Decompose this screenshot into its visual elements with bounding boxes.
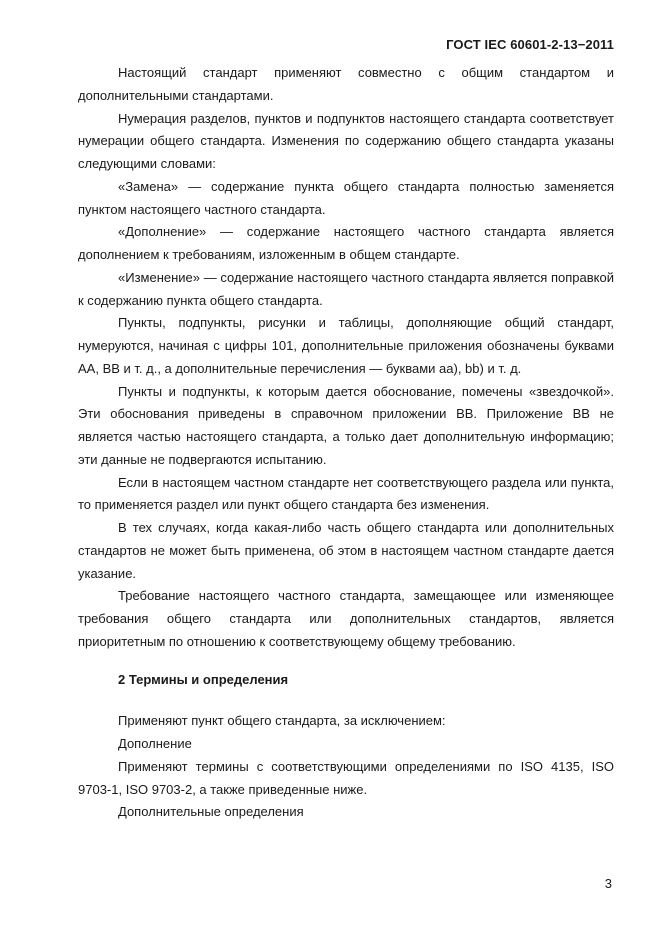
- paragraph-replacement: «Замена» — содержание пункта общего стандарта полностью заменяется пунктом настоящего частного стандарта.: [78, 178, 614, 217]
- paragraph-rationale: Пункты и подпункты, к которым дается обоснование, помечены «звездочкой». Эти обоснования приведены в справочном приложении ВВ. Приложение ВВ не является частью настоящего стандарта, а только дает дополнительную информацию; эти данные не подвергаются испытанию.: [78, 383, 614, 467]
- paragraph-terms-addition: Дополнение: [118, 736, 192, 751]
- paragraph-missing-section: Если в настоящем частном стандарте нет соответствующего раздела или пункта, то применяется раздел или пункт общего стандарта без изменения.: [78, 474, 614, 513]
- paragraph-not-applicable: В тех случаях, когда какая-либо часть общего стандарта или дополнительных стандартов не может быть применена, об этом в настоящем частном стандарте дается указание.: [78, 520, 614, 581]
- paragraph-numbering: Нумерация разделов, пунктов и подпунктов настоящего стандарта соответствует нумерации общего стандарта. Изменения по содержанию общего стандарта указаны следующими словами:: [78, 110, 614, 171]
- paragraph-terms-additional: Дополнительные определения: [118, 804, 304, 820]
- page-body: [78, 62, 614, 824]
- page-number: 3: [604, 876, 612, 891]
- paragraph-terms-intro: Применяют пункт общего стандарта, за исключением:: [118, 713, 446, 729]
- document-header: ГОСТ IEC 60601-2-13−2011: [446, 37, 614, 52]
- paragraph-scope: Настоящий стандарт применяют совместно с общим стандартом и дополнительными стандартами.: [78, 65, 614, 103]
- section-heading-terms: 2 Термины и определения: [118, 671, 289, 687]
- paragraph-extra-numbering: Пункты, подпункты, рисунки и таблицы, дополняющие общий стандарт, нумеруются, начиная с цифры 101, дополнительные приложения обозначены буквами АА, ВВ и т. д., а дополнительные перечисления — буквами аа), bb) и т. д.: [78, 315, 614, 376]
- paragraph-terms-iso: Применяют термины с соответствующими определениями по ISO 4135, ISO 9703-1, ISO 9703-2, а также приведенные ниже.: [78, 758, 614, 797]
- paragraph-amendment: «Изменение» — содержание настоящего частного стандарта является поправкой к содержанию пункта общего стандарта.: [78, 269, 614, 308]
- paragraph-addition: «Дополнение» — содержание настоящего частного стандарта является дополнением к требованиям, изложенным в общем стандарте.: [78, 224, 614, 262]
- paragraph-priority: Требование настоящего частного стандарта, замещающее или изменяющее требования общего стандарта или дополнительных стандартов, является приоритетным по отношению к соответствующему общему требованию.: [78, 588, 614, 649]
